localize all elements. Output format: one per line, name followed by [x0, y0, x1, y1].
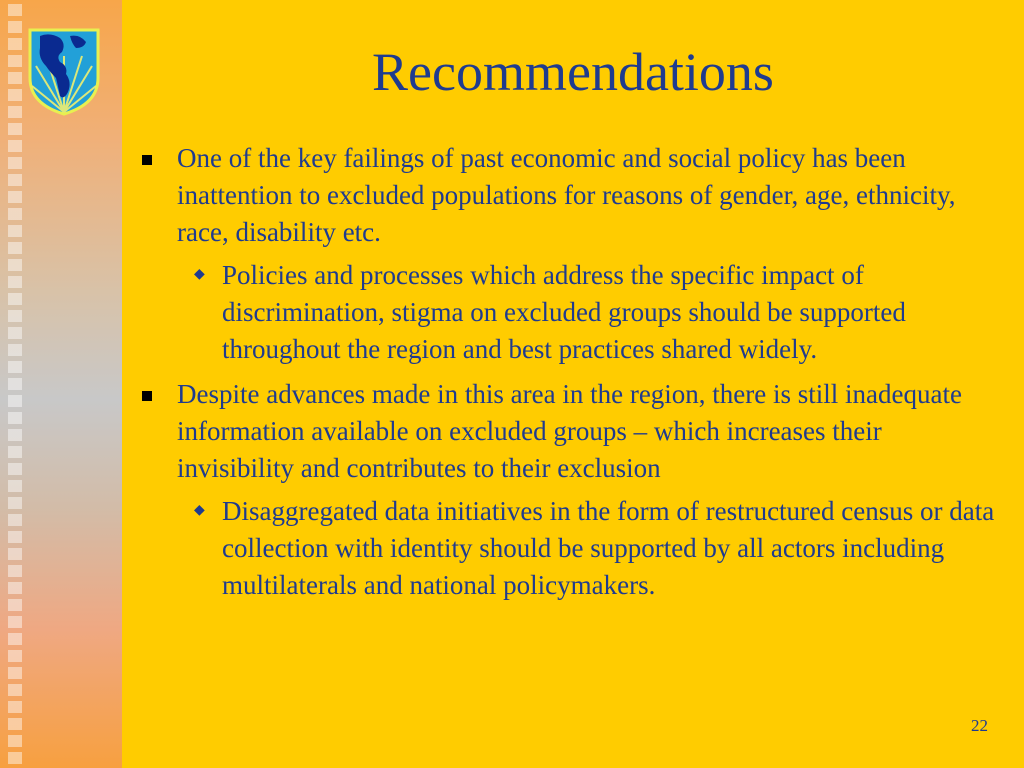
- diamond-bullet-icon: ◆: [194, 503, 205, 518]
- sub-bullet-item: [140, 493, 1000, 604]
- bullet-item: [140, 376, 1000, 487]
- page-number: 22: [971, 716, 988, 735]
- sub-bullet-text: Disaggregated data initiatives in the form of restructured census or data collection with identity should be supported by all actors including multilaterals and national policymakers.: [222, 496, 995, 600]
- square-pattern: [8, 4, 22, 764]
- slide-content: [140, 140, 1000, 612]
- logo-graphic: [26, 26, 102, 116]
- slide-title: Recommendations: [372, 42, 774, 102]
- sub-bullet-item: [140, 257, 1000, 368]
- square-bullet-icon: [142, 391, 152, 401]
- square-bullet-icon: [142, 155, 152, 165]
- diamond-bullet-icon: ◆: [194, 267, 205, 282]
- americas-globe-icon: [26, 26, 102, 116]
- sub-bullet-text: Policies and processes which address the specific impact of discrimination, stigma on excluded groups should be supported throughout the region and best practices shared widely.: [222, 260, 906, 364]
- bullet-text: One of the key failings of past economic and social policy has been inattention to excluded populations for reasons of gender, age, ethnicity, race, disability etc.: [177, 143, 956, 247]
- bullet-text: Despite advances made in this area in the region, there is still inadequate information available on excluded groups – which increases their invisibility and contributes to their exclusion: [177, 379, 962, 483]
- bullet-item: [140, 140, 1000, 251]
